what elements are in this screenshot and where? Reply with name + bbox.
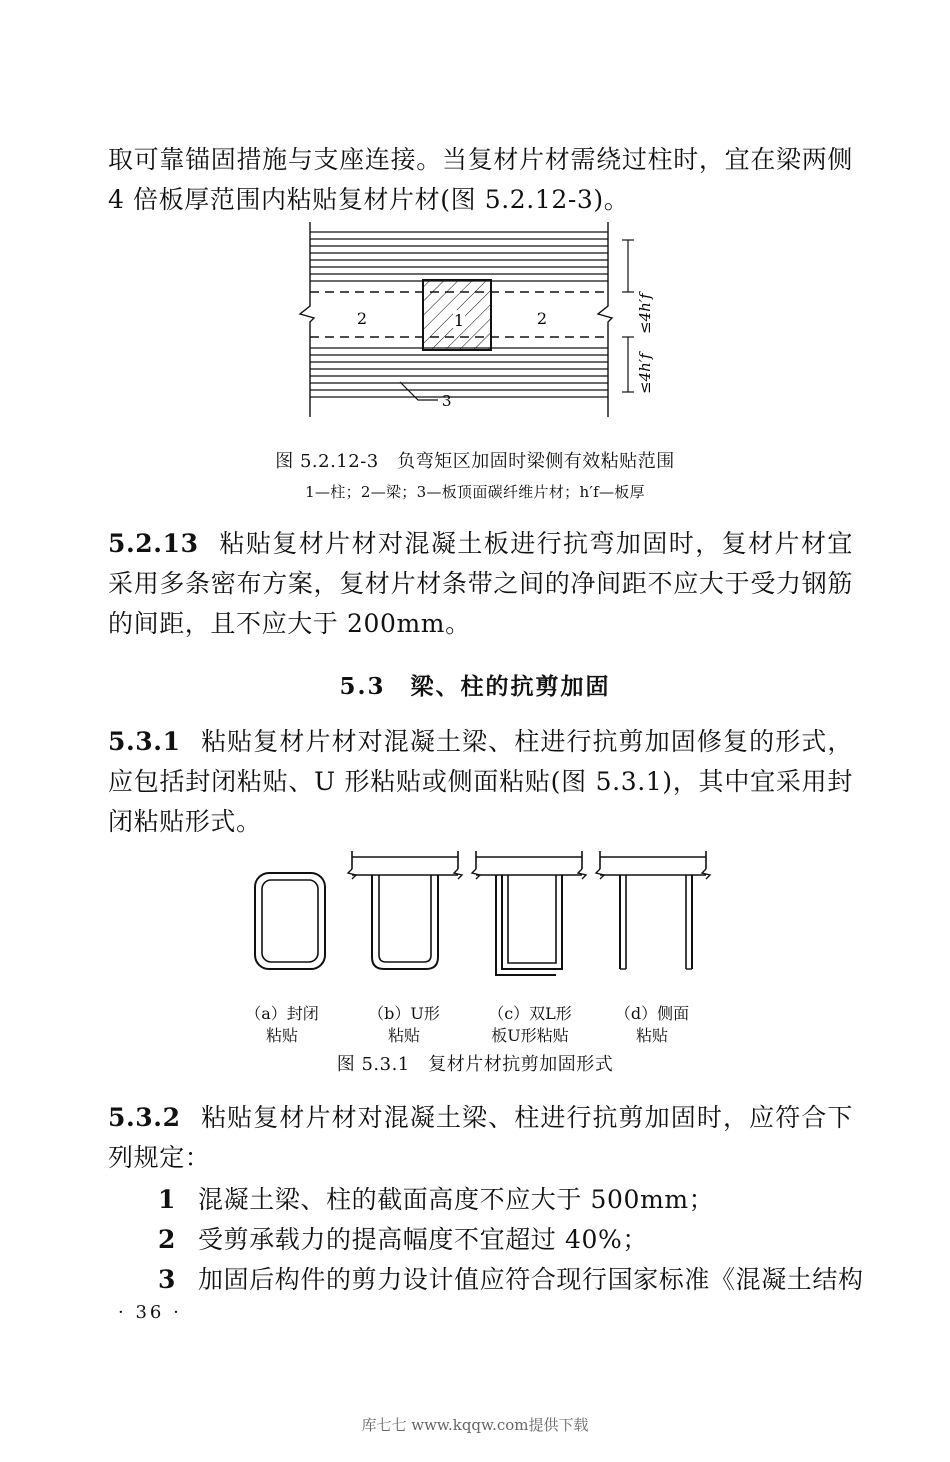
bottom-sheet-lines xyxy=(310,348,608,397)
clause-5-3-2 xyxy=(108,1098,853,1178)
label-sheet: 3 xyxy=(442,392,452,410)
dimension-top-label: ≤4h′f xyxy=(636,293,654,334)
label-column: 1 xyxy=(453,311,465,330)
dimension-lines xyxy=(622,240,634,392)
section-title: 5.3 梁、柱的抗剪加固 xyxy=(339,673,611,700)
list-item: 3 加固后构件的剪力设计值应符合现行国家标准《混凝土结构 xyxy=(158,1265,864,1294)
paragraph-continued: 取可靠锚固措施与支座连接。当复材片材需绕过柱时，宜在梁两侧 4 倍板厚范围内粘贴复材片材(图 5.2.12-3)。 xyxy=(108,145,853,214)
dimension-bottom-label: ≤4h′f xyxy=(636,353,654,394)
footer-watermark: 库七七 www.kqqw.com提供下载 xyxy=(361,1416,589,1434)
sub-label-d: （d）侧面 粘贴 xyxy=(614,1004,690,1045)
form-b-u-wrap xyxy=(348,851,462,969)
form-a-closed-wrap xyxy=(255,873,325,969)
clause-text: 粘贴复材片材对混凝土梁、柱进行抗剪加固修复的形式，应包括封闭粘贴、U 形粘贴或侧面粘贴(图 5.3.1)，其中宜采用封闭粘贴形式。 xyxy=(108,727,853,836)
clause-number: 5.3.2 xyxy=(108,1103,181,1132)
figure-shear-strengthening-forms xyxy=(240,845,720,980)
figure-legend-5-2-12-3: 1—柱；2—梁；3—板顶面碳纤维片材；h′f—板厚 xyxy=(305,483,645,501)
sub-label-b: （b）U形 粘贴 xyxy=(368,1004,440,1045)
form-c-double-l-u-wrap xyxy=(472,851,586,975)
clause-text: 粘贴复材片材对混凝土梁、柱进行抗剪加固时，应符合下列规定： xyxy=(108,1103,853,1172)
sub-label-a: （a）封闭 粘贴 xyxy=(245,1004,319,1045)
clause-5-2-13 xyxy=(108,524,853,644)
clause-5-3-1 xyxy=(108,722,853,842)
figure-caption-5-3-1: 图 5.3.1 复材片材抗剪加固形式 xyxy=(336,1054,614,1075)
top-sheet-lines xyxy=(310,232,608,281)
page-number: · 36 · xyxy=(118,1302,182,1323)
figure-caption-5-2-12-3: 图 5.2.12-3 负弯矩区加固时梁侧有效粘贴范围 xyxy=(275,451,675,472)
label-beam-left: 2 xyxy=(356,309,368,328)
label-beam-right: 2 xyxy=(536,309,548,328)
sub-label-c: （c）双L形 板U形粘贴 xyxy=(488,1004,572,1045)
list-item: 2 受剪承载力的提高幅度不宜超过 40%； xyxy=(158,1225,648,1254)
figure-beam-column-plan xyxy=(290,222,670,427)
form-d-side-bonding xyxy=(596,851,710,969)
clause-number: 5.2.13 xyxy=(108,529,199,558)
clause-number: 5.3.1 xyxy=(108,727,181,756)
list-item: 1 混凝土梁、柱的截面高度不应大于 500mm； xyxy=(158,1185,715,1214)
clause-text: 粘贴复材片材对混凝土板进行抗弯加固时，复材片材宜采用多条密布方案，复材片材条带之间的净间距不应大于受力钢筋的间距，且不应大于 200mm。 xyxy=(108,529,853,638)
